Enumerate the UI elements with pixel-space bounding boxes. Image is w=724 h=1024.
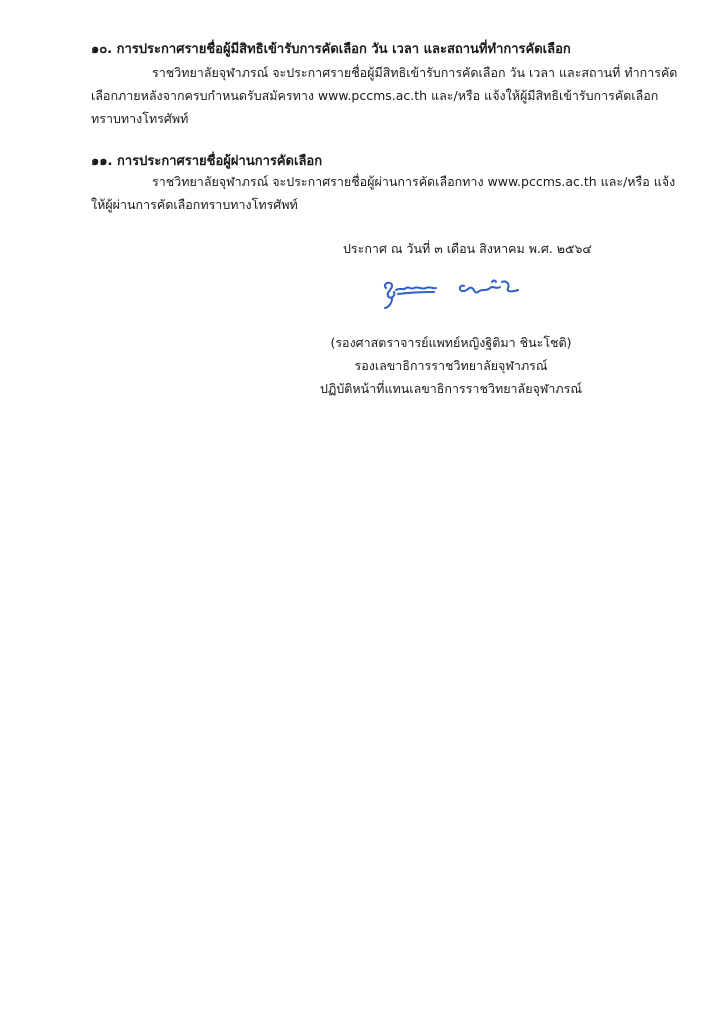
section-10-line-2: เลือกภายหลังจากครบกำหนดรับสมัครทาง www.pccms.ac.th และ/หรือ แจ้งให้ผู้มีสิทธิเข้ารับการคัดเลือก — [91, 88, 659, 103]
section-11-line-2: ให้ผู้ผ่านการคัดเลือกทราบทางโทรศัพท์ — [91, 197, 298, 212]
signatory-acting-as: ปฏิบัติหน้าที่แทนเลขาธิการราชวิทยาลัยจุฬาภรณ์ — [320, 381, 582, 396]
signatory-name: (รองศาสตราจารย์แพทย์หญิงฐิติมา ชินะโชติ) — [330, 335, 572, 350]
section-10-line-1: ราชวิทยาลัยจุฬาภรณ์ จะประกาศรายชื่อผู้มีสิทธิเข้ารับการคัดเลือก วัน เวลา และสถานที่ ทำการคัด — [152, 65, 678, 80]
section-11-heading: ๑๑. การประกาศรายชื่อผู้ผ่านการคัดเลือก — [91, 154, 323, 169]
section-10-heading: ๑๐. การประกาศรายชื่อผู้มีสิทธิเข้ารับการคัดเลือก วัน เวลา และสถานที่ทำการคัดเลือก — [91, 42, 571, 57]
handwritten-signature — [372, 270, 532, 312]
section-11-line-1: ราชวิทยาลัยจุฬาภรณ์ จะประกาศรายชื่อผู้ผ่านการคัดเลือกทาง www.pccms.ac.th และ/หรือ แจ้ง — [152, 174, 676, 189]
signatory-position: รองเลขาธิการราชวิทยาลัยจุฬาภรณ์ — [354, 358, 548, 373]
announcement-date: ประกาศ ณ วันที่ ๓ เดือน สิงหาคม พ.ศ. ๒๕๖๔ — [343, 241, 592, 256]
section-10-line-3: ทราบทางโทรศัพท์ — [91, 111, 189, 126]
